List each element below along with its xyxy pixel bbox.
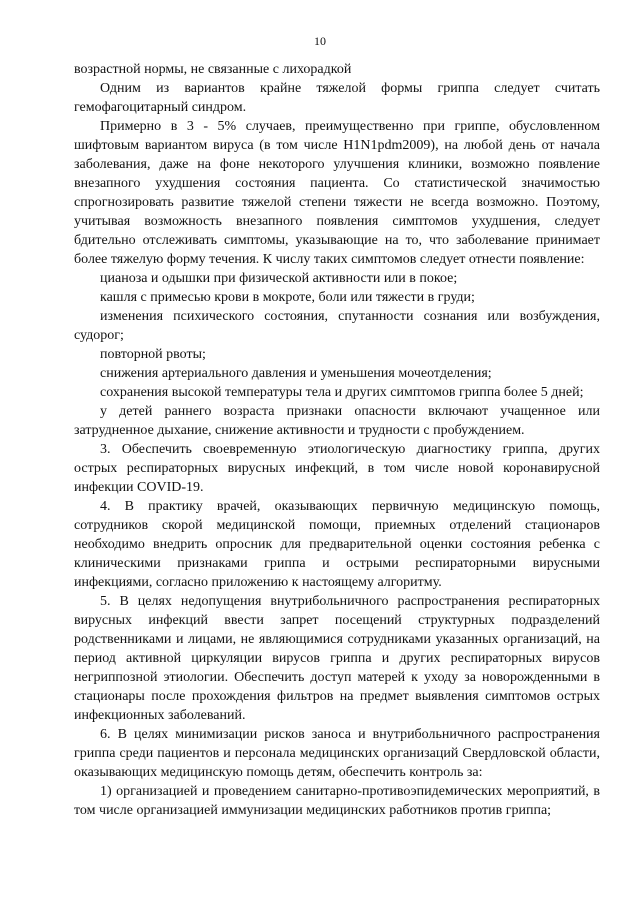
paragraph-continuation: возрастной нормы, не связанные с лихорадкой: [74, 62, 352, 77]
paragraph-deterioration: Примерно в 3 - 5% случаев, преимущественно при гриппе, обусловленном шифтовым вариантом вируса (в том числе H1N1pdm2009), на любой день от начала заболевания, даже на фоне некоторого улучшения клиники, возможно появление внезапного ухудшения состояния пациента. Со статистической значимостью спрогнозировать развитие тяжелой степени тяжести не всегда возможно. Поэтому, учитывая возможность внезапного появления симптомов ухудшения, следует бдительно отслеживать симптомы, указывающие на то, что заболевание принимает более тяжелую форму течения. К числу таких симптомов следует отнести появление:: [74, 119, 600, 267]
symptom-list-item: цианоза и одышки при физической активности или в покое;: [100, 271, 458, 286]
symptom-list-item: сохранения высокой температуры тела и других симптомов гриппа более 5 дней;: [100, 385, 584, 400]
symptom-list-item: у детей раннего возраста признаки опасности включают учащенное или затрудненное дыхание, снижение активности и трудности с пробуждением.: [74, 404, 600, 438]
page-number: 10: [314, 34, 326, 48]
paragraph-item-6: 6. В целях минимизации рисков заноса и внутрибольничного распространения гриппа среди пациентов и персонала медицинских организаций Свердловской области, оказывающих медицинскую помощь детям, обеспечить контроль за:: [74, 727, 600, 780]
paragraph-item-6-1: 1) организацией и проведением санитарно-противоэпидемических мероприятий, в том числе организацией иммунизации медицинских работников против гриппа;: [74, 784, 600, 818]
symptom-list-item: изменения психического состояния, спутанности сознания или возбуждения, судорог;: [74, 309, 600, 343]
paragraph-item-5: 5. В целях недопущения внутрибольничного распространения респираторных вирусных инфекций ввести запрет посещений структурных подразделений родственниками и лицами, не являющимися сотрудниками указанных организаций, на период активной циркуляции вирусов гриппа и других респираторных вирусов негриппозной этиологии. Обеспечить доступ матерей к уходу за новорожденными в стационары после прохождения фильтров на предмет выявления симптомов острых инфекционных заболеваний.: [74, 594, 600, 723]
symptom-list-item: повторной рвоты;: [100, 347, 206, 362]
paragraph-item-3: 3. Обеспечить своевременную этиологическую диагностику гриппа, других острых респираторных вирусных инфекций, в том числе новой коронавирусной инфекции COVID-19.: [74, 442, 600, 495]
symptom-list-item: снижения артериального давления и уменьшения мочеотделения;: [100, 366, 492, 381]
document-body: [74, 60, 600, 820]
paragraph-item-4: 4. В практику врачей, оказывающих первичную медицинскую помощь, сотрудников скорой медицинской помощи, приемных отделений стационаров необходимо внедрить опросник для предварительной оценки состояния ребенка с клиническими признаками гриппа и острыми респираторными вирусными инфекциями, согласно приложению к настоящему алгоритму.: [74, 499, 600, 590]
paragraph-hlh: Одним из вариантов крайне тяжелой формы гриппа следует считать гемофагоцитарный синдром.: [74, 81, 600, 115]
symptom-list-item: кашля с примесью крови в мокроте, боли или тяжести в груди;: [100, 290, 475, 305]
